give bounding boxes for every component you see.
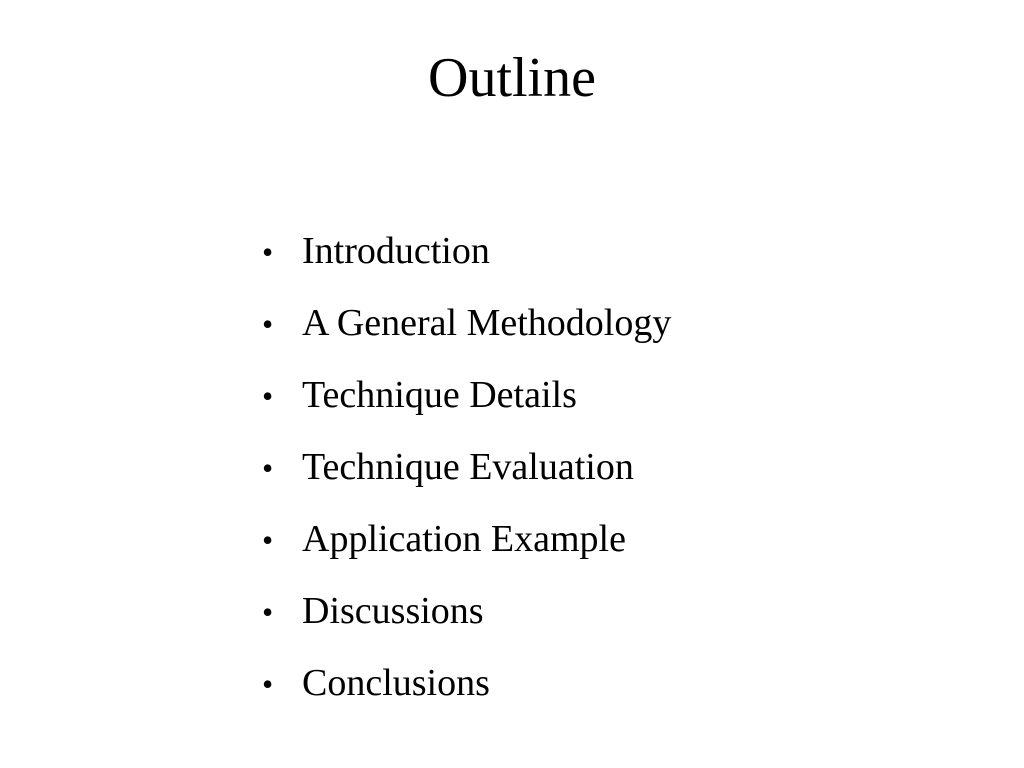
bullet-icon: • — [262, 522, 274, 558]
bullet-icon: • — [262, 378, 274, 414]
bullet-icon: • — [262, 594, 274, 630]
outline-item-general-methodology — [262, 288, 671, 360]
outline-item-label: Introduction — [302, 230, 490, 272]
slide-title: Outline — [428, 47, 596, 109]
outline-item-label: Conclusions — [302, 662, 490, 704]
outline-item-application-example — [262, 504, 671, 576]
bullet-icon: • — [262, 666, 274, 702]
bullet-icon: • — [262, 450, 274, 486]
outline-item-label: Technique Details — [302, 374, 577, 416]
outline-item-label: Discussions — [302, 590, 484, 632]
outline-item-introduction — [262, 216, 671, 288]
bullet-icon: • — [262, 234, 274, 270]
outline-item-discussions — [262, 576, 671, 648]
outline-list — [262, 216, 671, 720]
outline-item-label: Application Example — [302, 518, 626, 560]
outline-item-technique-evaluation — [262, 432, 671, 504]
outline-item-technique-details — [262, 360, 671, 432]
outline-item-label: A General Methodology — [302, 302, 672, 344]
outline-item-conclusions — [262, 648, 671, 720]
outline-item-label: Technique Evaluation — [302, 446, 634, 488]
bullet-icon: • — [262, 306, 274, 342]
